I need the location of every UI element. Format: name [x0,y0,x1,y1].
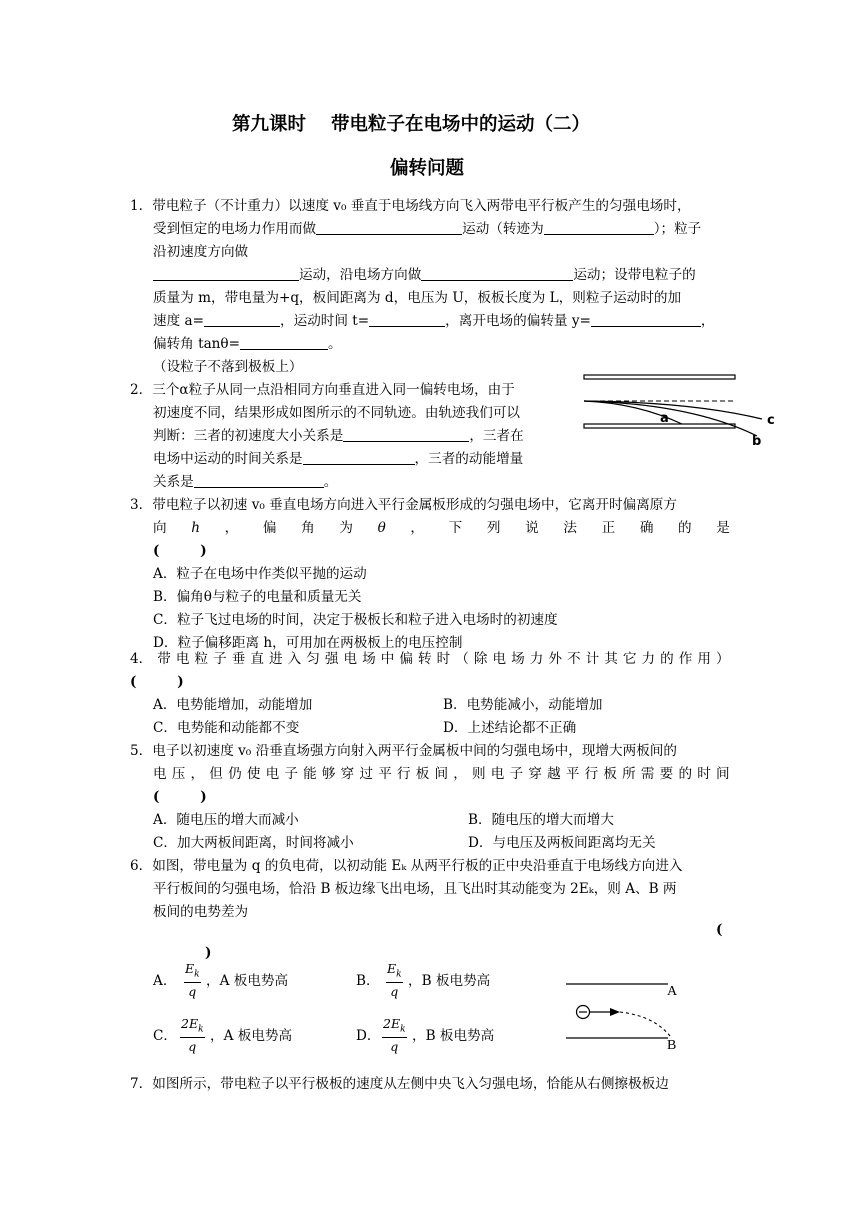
q2-line-5-text-a: 关系是 [153,474,194,490]
q3-answer-paren[interactable]: ( ) [153,543,207,559]
q6-option-c-subscript: k [198,1024,204,1035]
q3-line-2 [153,519,730,537]
q4-line-1-token: 场 [362,651,376,667]
q5-line-2-token: 子 [509,766,524,782]
q3-line-2-token: 法 [563,520,577,536]
q3-line-2-token: 确 [639,520,654,536]
q6-line-2: 平行板间的匀强电场，恰沿 B 板边缘飞出电场，且飞出时其动能变为 2Eₖ，则 A、B 两 [153,881,677,897]
q2-line-3-text-a: 判断：三者的初速度大小关系是 [153,428,344,444]
q3-line-2-token: 是 [716,520,730,536]
q1-blank-time[interactable] [369,312,445,327]
q1-line-7 [153,335,342,353]
q2-upper-plate [584,375,735,379]
q6-plate-b-label: B [667,1038,677,1053]
q4-option-b: B．电势能减小，动能增加 [443,697,603,713]
q5-line-2-token: 要 [659,766,674,782]
q5-line-2-token: 行 [584,766,599,782]
q5-line-2-token: 板 [603,766,617,782]
q5-line-2 [153,765,730,783]
q4-line-1-token: 转 [418,651,432,667]
q5-line-2-token: 时 [697,766,711,782]
q5-line-2-token: 电 [153,766,167,782]
q4-line-1-token: 其 [604,651,618,667]
q1-blank-deflection[interactable] [591,312,701,327]
q5-option-c: C．加大两板间距离，时间将减小 [153,835,354,851]
q4-line-1-token: 力 [529,651,544,667]
q6-option-c-text: ，A 板电势高 [210,1028,293,1044]
q3-line-2-token: 角 [301,520,315,536]
q6-line-3: 板间的电势差为 [153,904,249,920]
q6-arrowhead-icon [610,1008,620,1016]
q1-line-2-text-c: ）；粒子 [653,221,702,237]
q6-option-b-fraction [386,962,403,999]
q4-line-1-token: 时 [436,651,451,667]
q3-line-2-token: 为 [339,520,353,536]
q6-option-d-text: ，B 板电势高 [412,1028,495,1044]
q5-line-2-token: 够 [321,766,336,782]
q6-option-b-label: B． [356,973,380,989]
q3-option-b: B．偏角θ与粒子的电量和质量无关 [153,589,362,605]
q6-option-b-subscript: k [396,969,402,980]
q1-line-6-text-c: ，离开电场的偏转量 y= [445,313,591,329]
q2-label-c: c [767,413,775,428]
q5-line-2-token: ， [190,766,205,782]
q1-line-6-text-b: ，运动时间 t= [280,313,370,329]
q2-line-1: 2．三个α粒子从同一点沿相同方向垂直进入同一偏转电场，由于 [130,382,515,398]
q4-line-1 [130,650,730,668]
q6-option-a-numerator: E [185,961,195,976]
q4-line-1-token: 作 [678,651,693,667]
q5-line-2-token: 能 [303,766,317,782]
q2-blank-energy[interactable] [194,473,324,488]
q3-line-2-token: ， [224,520,239,536]
q2-line-5-text-b: 。 [323,474,338,490]
q1-line-4-text-c: 运动；设带电粒子的 [573,267,696,283]
q4-line-1-token: 入 [287,651,302,667]
q3-line-2-token: 偏 [262,520,277,536]
q2-line-5 [153,473,337,491]
q5-line-2-token: 平 [378,766,392,782]
q1-line-7-text-a: 偏转角 tanθ= [153,336,240,352]
q1-blank-motion[interactable] [316,220,462,235]
q1-line-8: （设粒子不落到极板上） [153,359,303,375]
q5-line-2-token: ， [453,766,467,782]
q1-blank-angle[interactable] [240,335,328,350]
q6-line-1: 6．如图，带电量为 q 的负电荷，以初动能 Eₖ 从两平行板的正中央沿垂直于电场线方向进入 [130,858,683,874]
q5-line-2-token: 穿 [340,766,355,782]
q1-line-2-text: 受到恒定的电场力作用而做 [153,221,317,237]
q6-option-a-subscript: k [194,969,200,980]
q4-line-1-token: 电 [343,651,358,667]
q4-option-a: A．电势能增加，动能增加 [153,697,313,713]
q4-line-1-token: 带 [157,651,171,667]
q4-line-1-token: 偏 [399,651,413,667]
q3-line-2-token: 正 [601,520,616,536]
q3-option-a: A．粒子在电场中作类似平抛的运动 [153,566,367,582]
q4-line-1-token: 除 [473,651,488,667]
q5-option-b: B．随电压的增大而增大 [468,812,614,828]
q2-line-2: 初速度不同，结果形成如图所示的不同轨迹。由轨迹我们可以 [153,405,521,421]
q2-label-b: b [752,434,762,449]
q6-option-d-label: D． [356,1028,381,1044]
q2-line-3 [153,427,524,445]
q1-line-2 [153,220,701,238]
q3-line-2-token: 下 [448,520,463,536]
q6-option-d-fraction [382,1017,407,1054]
q4-line-1-token: 外 [548,651,562,667]
q5-line-2-token: 行 [396,766,411,782]
q2-blank-velocity[interactable] [343,427,469,442]
q1-line-6-text-d: ， [700,313,715,329]
q4-line-1-token: 它 [622,651,637,667]
q5-line-2-token: 压 [171,766,186,782]
q3-line-2-token: 的 [678,520,692,536]
q3-line-2-token: θ [377,520,386,536]
q2-blank-time[interactable] [303,450,415,465]
q4-line-1-token: 垂 [231,651,246,667]
page-subtitle: 偏转问题 [390,158,465,179]
q3-line-2-token: h [191,520,200,536]
q1-line-4 [153,266,696,284]
q6-option-c-label: C． [153,1028,177,1044]
q4-line-1-token: 进 [269,651,283,667]
q3-line-2-token: 向 [153,520,167,536]
q3-line-2-token: 说 [525,520,539,536]
q6-option-a-text: ，A 板电势高 [206,973,289,989]
q2-deflection-figure [582,372,782,452]
q2-line-3-text-b: ，三者在 [469,428,524,444]
q5-line-2-token: 平 [565,766,580,782]
q5-line-2-token: 过 [359,766,374,782]
q5-line-2-token: 子 [284,766,298,782]
q6-option-a-fraction [184,962,201,999]
q4-line-1-token: 不 [567,651,581,667]
q1-line-2-text-b: 运动（转迹为 [462,221,544,237]
q6-option-d-subscript: k [400,1024,406,1035]
q5-answer-paren[interactable]: ( ) [153,789,207,805]
q2-line-4 [153,450,523,468]
q1-line-1: 1．带电粒子（不计重力）以速度 v₀ 垂直于电场线方向飞入两带电平行板产生的匀强电场时， [130,198,691,214]
q4-line-1-token: 匀 [306,651,320,667]
page-title: 第九课时 带电粒子在电场中的运动（二） [232,114,590,135]
q6-option-a-label: A． [153,973,177,989]
q6-option-d-numerator: 2E [383,1016,401,1031]
q5-line-2-token: 板 [415,766,430,782]
q4-line-1-token: 场 [511,651,525,667]
q6-option-c-denominator: q [180,1037,205,1054]
q6-trajectory [620,1012,670,1036]
q1-line-7-text-b: 。 [328,336,342,352]
q2-label-a: a [660,411,669,426]
q1-line-5: 质量为 m，带电量为+q，板间距离为 d，电压为 U，板板长度为 L，则粒子运动时的加 [153,290,682,306]
q6-paren-open[interactable]: ( [716,922,723,938]
q6-option-d-denominator: q [382,1037,407,1054]
q2-line-4-text-b: ，三者的动能增量 [414,451,524,467]
q5-line-1: 5．电子以初速度 v₀ 沿垂直场强方向射入两平行金属板中间的匀强电场中，现增大两板间的 [130,743,677,759]
q4-line-1-token: 直 [250,651,264,667]
q1-blank-acceleration[interactable] [204,312,280,327]
q5-line-2-token: 穿 [528,766,542,782]
q4-line-1-token: 电 [175,651,190,667]
q4-line-1-token: 力 [641,651,656,667]
q5-line-2-token: 的 [678,766,693,782]
q4-answer-paren[interactable]: ( ) [130,674,184,690]
q4-line-1-token: 电 [492,651,507,667]
q3-line-2-token: ， [410,520,424,536]
q6-option-c-numerator: 2E [181,1016,199,1031]
q6-option-b-text: ，B 板电势高 [408,973,491,989]
q5-line-2-token: 电 [490,766,505,782]
q6-option-a-denominator: q [184,982,201,999]
q5-option-d: D．与电压及两板间距离均无关 [468,835,656,851]
q3-line-1: 3．带电粒子以初速 v₀ 垂直电场方向进入平行金属板形成的匀强电场中，它离开时偏离原方 [130,497,677,513]
q4-line-1-token: 计 [585,651,600,667]
q5-line-2-token: 间 [715,766,730,782]
q5-line-2-token: 但 [209,766,223,782]
q6-paren-close[interactable]: ) [205,945,212,961]
q4-line-1-token: 强 [324,651,339,667]
q1-blank-field-motion[interactable] [421,266,573,281]
q5-line-2-token: 间 [434,766,449,782]
q3-line-2-token: 列 [486,520,501,536]
q5-line-2-token: 电 [265,766,280,782]
q4-line-1-token: 粒 [194,651,209,667]
q3-option-c: C．粒子飞过电场的时间，决定于极板长和粒子进入电场时的初速度 [153,612,558,628]
q2-line-4-text-a: 电场中运动的时间关系是 [153,451,303,467]
q6-option-b-denominator: q [386,982,403,999]
q1-blank-trajectory[interactable] [544,220,654,235]
q1-line-4-text-b: 运动，沿电场方向做 [299,267,422,283]
q4-line-1-token: 的 [660,651,674,667]
q4-line-1-token: （ [455,651,469,667]
q5-line-2-token: 越 [547,766,561,782]
q1-line-6 [153,312,715,330]
q5-option-a: A．随电压的增大而减小 [153,812,299,828]
q4-line-1-token: 子 [213,651,227,667]
q6-plates-figure [562,974,692,1054]
q4-line-1-token: ） [716,651,730,667]
q6-plate-a-label: A [667,984,678,999]
q4-option-d: D．上述结论都不正确 [443,720,577,736]
q4-line-1-token: 4． [130,651,153,667]
q5-line-2-token: 使 [246,766,261,782]
q1-blank-initial-motion[interactable] [153,266,299,281]
q6-option-b-numerator: E [387,961,397,976]
q1-line-6-text-a: 速度 a= [153,313,205,329]
q6-option-c-fraction [180,1017,205,1054]
q3-option-d: D．粒子偏移距离 h，可用加在两极板上的电压控制 [153,635,463,651]
q4-option-c: C．电势能和动能都不变 [153,720,300,736]
q4-line-1-token: 用 [697,651,711,667]
q5-line-2-token: 则 [472,766,486,782]
q4-line-1-token: 中 [380,651,395,667]
q5-line-2-token: 需 [640,766,655,782]
q5-line-2-token: 所 [622,766,636,782]
q1-line-3: 沿初速度方向做 [153,244,249,260]
q5-line-2-token: 仍 [228,766,242,782]
q7-line-1: 7．如图所示，带电粒子以平行极板的速度从左侧中央飞入匀强电场，恰能从右侧擦极板边 [130,1076,669,1092]
